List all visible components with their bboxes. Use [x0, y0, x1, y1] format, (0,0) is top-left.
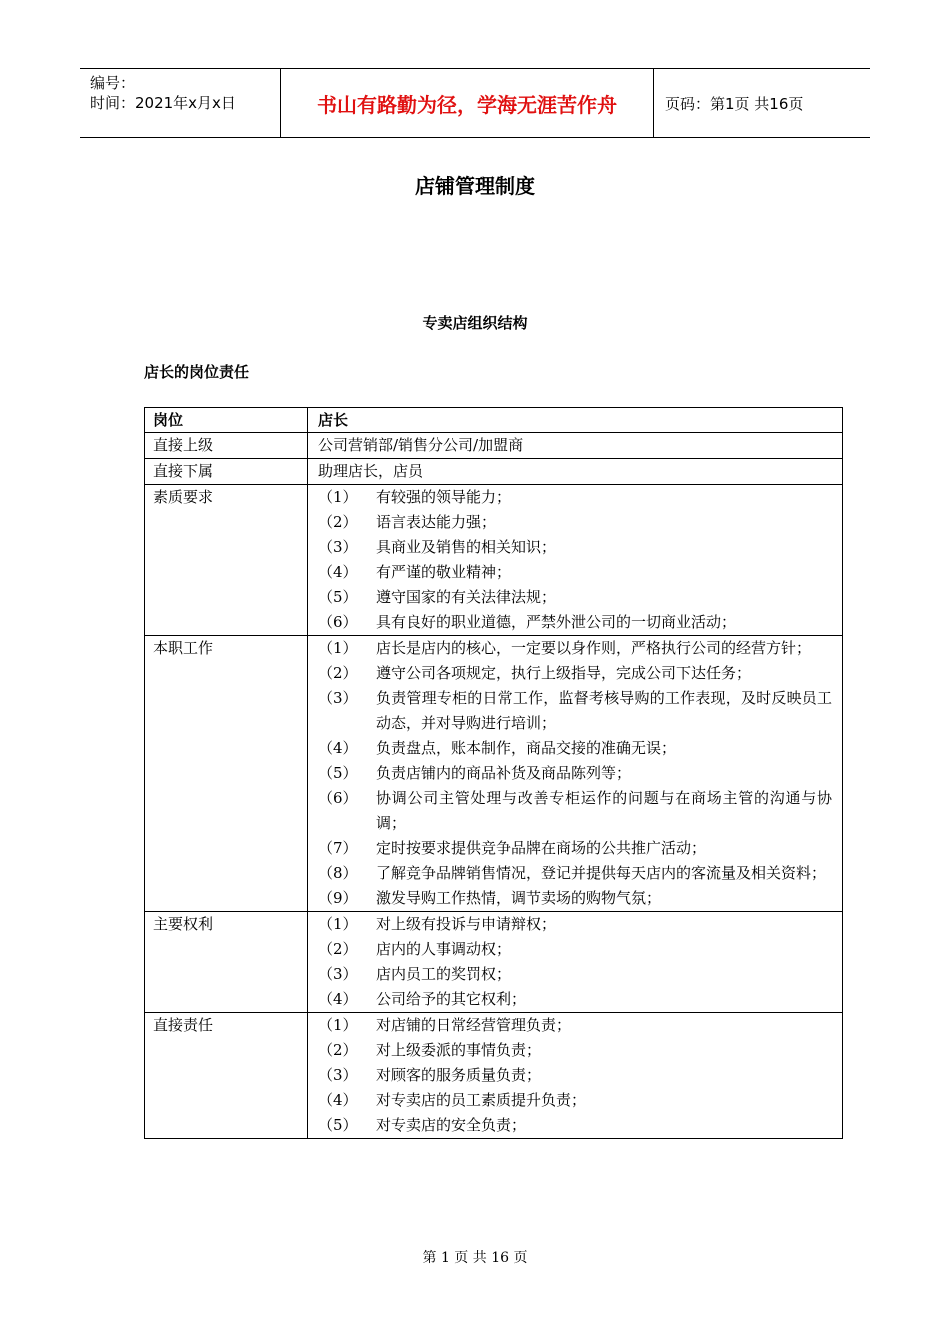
- page-footer: 第 1 页 共 16 页: [422, 1250, 528, 1266]
- item-text: 对专卖店的安全负责；: [376, 1116, 527, 1134]
- row-label: 素质要求: [153, 488, 214, 506]
- table-row: [145, 485, 843, 636]
- list-item: [318, 510, 842, 535]
- item-number: （5）: [318, 1116, 358, 1134]
- row-value: 公司营销部/销售分公司/加盟商: [308, 433, 843, 459]
- item-text: 负责盘点，账本制作，商品交接的准确无误；: [376, 739, 677, 757]
- item-number: （5）: [318, 764, 358, 782]
- row-label: 直接下属: [145, 459, 308, 485]
- item-text: 对上级委派的事情负责；: [376, 1041, 542, 1059]
- table-row: [145, 433, 843, 459]
- table-row: [145, 636, 843, 912]
- item-number: （6）: [318, 613, 358, 631]
- list-item: [318, 861, 842, 886]
- item-text: 语言表达能力强；: [376, 513, 497, 531]
- item-text: 激发导购工作热情，调节卖场的购物气氛；: [376, 889, 662, 907]
- row-label: 直接上级: [145, 433, 308, 459]
- list-item: [318, 1063, 842, 1088]
- item-number: （1）: [318, 915, 358, 933]
- item-number: （6）: [318, 789, 358, 807]
- list-item: [318, 1013, 842, 1038]
- list-item: [318, 836, 842, 861]
- list-item: [318, 886, 842, 911]
- item-number: （7）: [318, 839, 358, 857]
- item-text: 了解竞争品牌销售情况，登记并提供每天店内的客流量及相关资料；: [376, 864, 827, 882]
- responsibility-table: [144, 407, 843, 1139]
- item-text: 公司给予的其它权利；: [376, 990, 527, 1008]
- item-number: （2）: [318, 1041, 358, 1059]
- list-item: [318, 987, 842, 1012]
- responsibilities-list: [318, 1013, 842, 1138]
- document-title: 店铺管理制度: [415, 174, 535, 198]
- table-header-row: [145, 408, 843, 433]
- list-item: [318, 686, 842, 736]
- item-text: 负责管理专柜的日常工作，监督考核导购的工作表现，及时反映员工动态，并对导购进行培训；: [376, 689, 832, 732]
- list-item: [318, 636, 842, 661]
- list-item: [318, 786, 842, 836]
- list-item: [318, 610, 842, 635]
- item-text: 对上级有投诉与申请辩权；: [376, 915, 557, 933]
- item-number: （8）: [318, 864, 358, 882]
- item-number: （5）: [318, 588, 358, 606]
- item-text: 有较强的领导能力；: [376, 488, 512, 506]
- table-row: [145, 1013, 843, 1139]
- document-subtitle: 专卖店组织结构: [422, 314, 528, 332]
- list-item: [318, 585, 842, 610]
- item-number: （3）: [318, 689, 358, 707]
- header-value: 店长: [308, 408, 843, 433]
- row-value: 助理店长，店员: [308, 459, 843, 485]
- item-text: 对店铺的日常经营管理负责；: [376, 1016, 572, 1034]
- list-item: [318, 1088, 842, 1113]
- item-number: （3）: [318, 538, 358, 556]
- list-item: [318, 962, 842, 987]
- row-label: 直接责任: [153, 1016, 214, 1034]
- list-item: [318, 535, 842, 560]
- page-header: [80, 68, 870, 138]
- item-text: 负责店铺内的商品补货及商品陈列等；: [376, 764, 632, 782]
- item-number: （4）: [318, 990, 358, 1008]
- item-text: 遵守国家的有关法律法规；: [376, 588, 557, 606]
- row-label: 主要权利: [153, 915, 214, 933]
- duties-list: [318, 636, 842, 911]
- item-number: （4）: [318, 739, 358, 757]
- list-item: [318, 661, 842, 686]
- item-number: （4）: [318, 563, 358, 581]
- item-number: （9）: [318, 889, 358, 907]
- item-number: （3）: [318, 1066, 358, 1084]
- quality-list: [318, 485, 842, 635]
- item-text: 定时按要求提供竞争品牌在商场的公共推广活动；: [376, 839, 707, 857]
- item-number: （2）: [318, 513, 358, 531]
- item-text: 店内员工的奖罚权；: [376, 965, 512, 983]
- item-number: （2）: [318, 940, 358, 958]
- table-row: [145, 912, 843, 1013]
- header-page-info: 页码：第1页 共16页: [665, 94, 804, 113]
- list-item: [318, 560, 842, 585]
- item-number: （4）: [318, 1091, 358, 1109]
- time-label: 时间：2021年x月x日: [90, 94, 236, 112]
- table-row: [145, 459, 843, 485]
- number-label: 编号：: [90, 74, 136, 92]
- header-label: 岗位: [145, 408, 308, 433]
- item-text: 具商业及销售的相关知识；: [376, 538, 557, 556]
- item-text: 店长是店内的核心，一定要以身作则，严格执行公司的经营方针；: [376, 639, 812, 657]
- item-text: 有严谨的敬业精神；: [376, 563, 512, 581]
- list-item: [318, 912, 842, 937]
- rights-list: [318, 912, 842, 1012]
- item-number: （1）: [318, 488, 358, 506]
- item-text: 具有良好的职业道德，严禁外泄公司的一切商业活动；: [376, 613, 737, 631]
- list-item: [318, 1113, 842, 1138]
- list-item: [318, 937, 842, 962]
- list-item: [318, 1038, 842, 1063]
- item-number: （1）: [318, 1016, 358, 1034]
- row-label: 本职工作: [153, 639, 214, 657]
- item-number: （3）: [318, 965, 358, 983]
- list-item: [318, 761, 842, 786]
- item-number: （2）: [318, 664, 358, 682]
- section-title: 店长的岗位责任: [144, 363, 250, 381]
- list-item: [318, 736, 842, 761]
- item-text: 遵守公司各项规定，执行上级指导，完成公司下达任务；: [376, 664, 752, 682]
- header-motto: 书山有路勤为径，学海无涯苦作舟: [280, 69, 654, 137]
- item-number: （1）: [318, 639, 358, 657]
- item-text: 对顾客的服务质量负责；: [376, 1066, 542, 1084]
- header-meta: [80, 69, 280, 137]
- item-text: 协调公司主管处理与改善专柜运作的问题与在商场主管的沟通与协调；: [376, 789, 832, 832]
- list-item: [318, 485, 842, 510]
- item-text: 对专卖店的员工素质提升负责；: [376, 1091, 587, 1109]
- item-text: 店内的人事调动权；: [376, 940, 512, 958]
